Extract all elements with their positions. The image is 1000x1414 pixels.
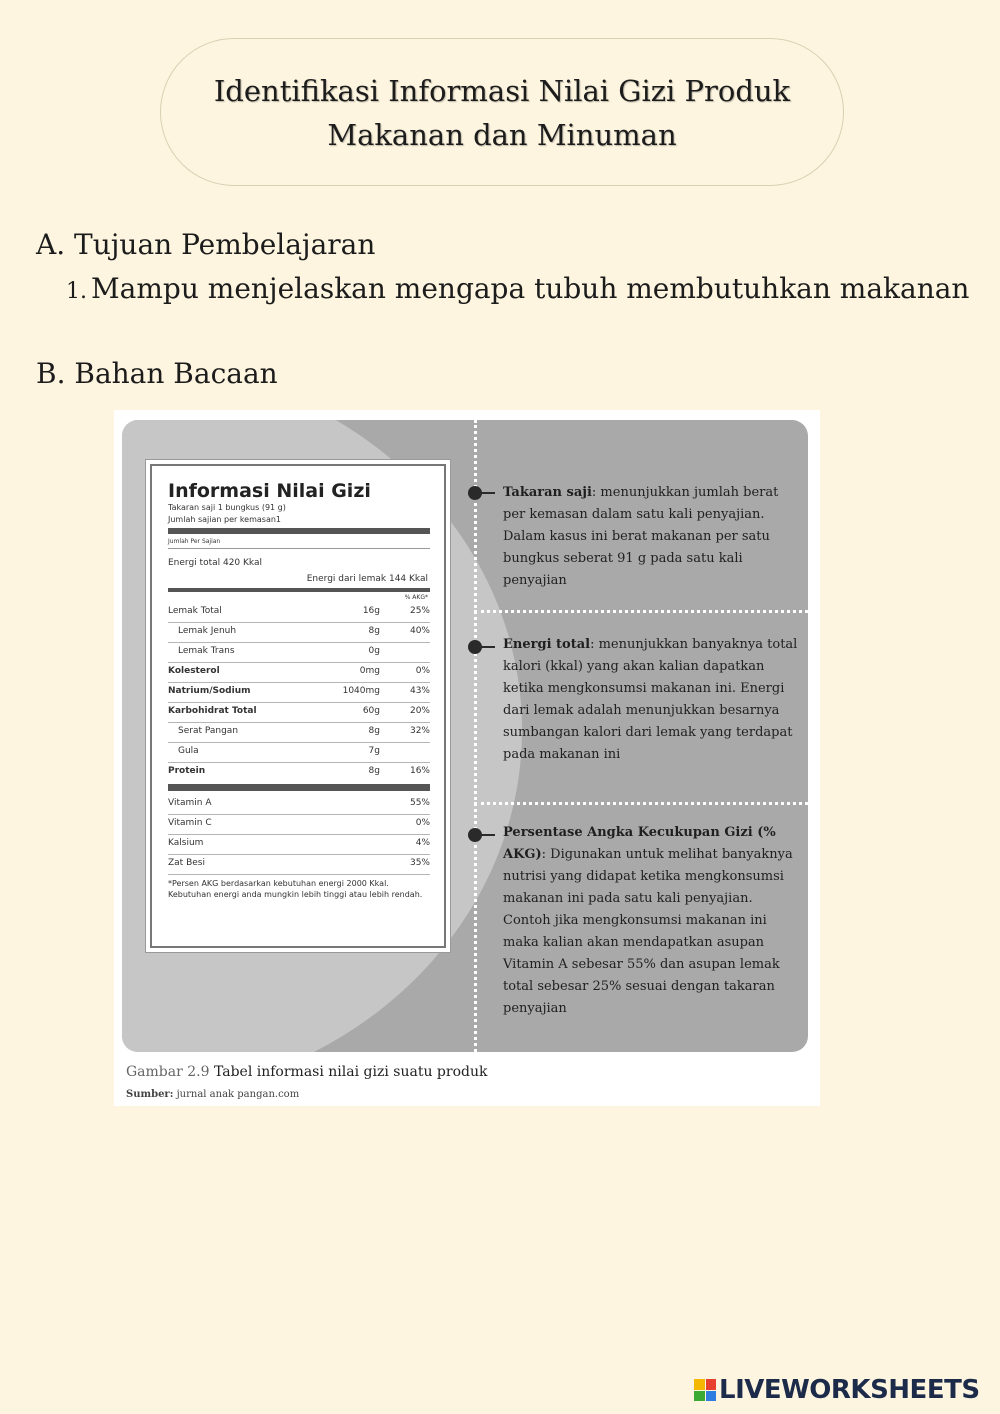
vitamin-percent: 0% bbox=[415, 818, 430, 828]
objective-text: Mampu menjelaskan mengapa tubuh membutuhkan makanan bbox=[91, 272, 970, 305]
energy-from-fat: Energi dari lemak 144 Kkal bbox=[306, 574, 428, 584]
nutrient-row bbox=[168, 662, 430, 683]
nutrient-amount: 16g bbox=[362, 606, 380, 616]
figure-panel bbox=[122, 420, 808, 1052]
nutrient-amount: 8g bbox=[368, 626, 380, 636]
nutrient-percent: 40% bbox=[409, 626, 430, 636]
bullet-marker-2 bbox=[468, 640, 482, 654]
nutrient-amount: 8g bbox=[368, 726, 380, 736]
vitamin-percent: 55% bbox=[409, 798, 430, 808]
vitamin-row bbox=[168, 814, 430, 835]
vitamin-name: Zat Besi bbox=[168, 858, 205, 868]
source-label: Sumber: bbox=[126, 1089, 174, 1100]
bullet-marker-3 bbox=[468, 828, 482, 842]
nutrient-percent: 25% bbox=[409, 606, 430, 616]
nutrient-row bbox=[168, 742, 430, 763]
nutrient-percent: 32% bbox=[409, 726, 430, 736]
nutrient-name: Gula bbox=[178, 746, 199, 756]
caption-lead: Gambar 2.9 bbox=[126, 1064, 210, 1080]
objective-item-1 bbox=[66, 272, 969, 305]
akg-header: % AKG* bbox=[404, 594, 428, 601]
vitamin-percent: 4% bbox=[415, 838, 430, 848]
nutrient-percent: 20% bbox=[409, 706, 430, 716]
per-serving: Jumlah Per Sajian bbox=[168, 538, 221, 545]
liveworksheets-brand[interactable] bbox=[694, 1375, 980, 1405]
liveworksheets-logo-icon bbox=[694, 1379, 716, 1401]
label-title: Informasi Nilai Gizi bbox=[168, 480, 371, 502]
nutrient-name: Lemak Jenuh bbox=[178, 626, 237, 636]
vitamin-name: Vitamin A bbox=[168, 798, 212, 808]
bullet-marker-1 bbox=[468, 486, 482, 500]
vitamin-name: Vitamin C bbox=[168, 818, 212, 828]
explanation-text: : menunjukkan jumlah berat per kemasan dalam satu kali penyajian. Dalam kasus ini berat makanan per satu bungkus seberat 91 g pada satu kali penyajian bbox=[503, 485, 779, 588]
explanation-term: Persentase Angka Kecukupan Gizi (% AKG) bbox=[503, 825, 776, 862]
nutrient-amount: 8g bbox=[368, 766, 380, 776]
nutrient-name: Kolesterol bbox=[168, 666, 220, 676]
horizontal-divider-1 bbox=[474, 610, 808, 613]
thick-rule-1 bbox=[168, 528, 430, 534]
nutrition-figure bbox=[114, 410, 820, 1106]
brand-text: LIVEWORKSHEETS bbox=[719, 1375, 980, 1405]
explanation-text: : menunjukkan banyaknya total kalori (kkal) yang akan kalian dapatkan ketika mengkonsumsi makanan ini. Energi dari lemak adalah menunjukkan besarnya sumbangan kalori dari lemak yang terdapat pada makanan ini bbox=[503, 637, 798, 762]
nutrient-name: Karbohidrat Total bbox=[168, 706, 257, 716]
thin-rule bbox=[168, 548, 430, 549]
nutrient-percent: 16% bbox=[409, 766, 430, 776]
nutrient-percent: 0% bbox=[415, 666, 430, 676]
nutrient-amount: 0g bbox=[368, 646, 380, 656]
nutrient-percent: 43% bbox=[409, 686, 430, 696]
nutrient-name: Lemak Trans bbox=[178, 646, 235, 656]
explanation-term: Takaran saji bbox=[503, 485, 592, 500]
explanation-serving bbox=[503, 482, 799, 592]
nutrient-amount: 0mg bbox=[359, 666, 380, 676]
vitamin-row bbox=[168, 854, 430, 875]
nutrition-facts-label bbox=[150, 464, 446, 948]
vertical-divider bbox=[474, 420, 477, 1052]
title-banner bbox=[160, 38, 844, 186]
explanation-akg bbox=[503, 822, 799, 1020]
nutrient-amount: 60g bbox=[362, 706, 380, 716]
horizontal-divider-2 bbox=[474, 802, 808, 805]
vitamin-percent: 35% bbox=[409, 858, 430, 868]
explanation-text: : Digunakan untuk melihat banyaknya nutrisi yang didapat ketika mengkonsumsi makanan ini pada satu kali penyajian. Contoh jika mengkonsumsi makanan ini maka kalian akan mendapatkan asupan Vitamin A sebesar 55% dan asupan lemak total sebesar 25% sesuai dengan takaran penyajian bbox=[503, 847, 793, 1016]
section-a-heading: A. Tujuan Pembelajaran bbox=[36, 228, 376, 261]
nutrient-name: Natrium/Sodium bbox=[168, 686, 251, 696]
section-b-heading: B. Bahan Bacaan bbox=[36, 357, 278, 390]
explanation-energy bbox=[503, 634, 799, 766]
serving-size: Takaran saji 1 bungkus (91 g) bbox=[168, 503, 286, 512]
nutrient-row bbox=[168, 702, 430, 723]
nutrient-row bbox=[168, 722, 430, 743]
nutrient-name: Serat Pangan bbox=[178, 726, 239, 736]
source-text: jurnal anak pangan.com bbox=[176, 1089, 300, 1100]
caption-text: Tabel informasi nilai gizi suatu produk bbox=[213, 1064, 488, 1080]
energy-total: Energi total 420 Kkal bbox=[168, 558, 262, 568]
servings-per-pack: Jumlah sajian per kemasan1 bbox=[168, 515, 282, 524]
page-title-line-1: Identifikasi Informasi Nilai Gizi Produk bbox=[213, 74, 791, 108]
vitamin-row bbox=[168, 794, 430, 815]
nutrient-row bbox=[168, 682, 430, 703]
objective-number: 1. bbox=[66, 279, 87, 304]
explanation-term: Energi total bbox=[503, 637, 591, 652]
thick-rule-2 bbox=[168, 588, 430, 592]
figure-source bbox=[126, 1089, 299, 1100]
nutrient-row bbox=[168, 642, 430, 663]
thick-rule-3 bbox=[168, 784, 430, 791]
nutrient-name: Lemak Total bbox=[168, 606, 222, 616]
nutrient-name: Protein bbox=[168, 766, 206, 776]
vitamin-name: Kalsium bbox=[168, 838, 204, 848]
vitamin-row bbox=[168, 834, 430, 855]
page-title-line-2: Makanan dan Minuman bbox=[327, 118, 677, 152]
label-footnote: *Persen AKG berdasarkan kebutuhan energi 2000 Kkal. Kebutuhan energi anda mungkin lebih tinggi atau lebih rendah. bbox=[168, 879, 423, 899]
nutrient-row bbox=[168, 602, 430, 623]
nutrient-amount: 7g bbox=[368, 746, 380, 756]
nutrient-row bbox=[168, 762, 430, 782]
figure-caption bbox=[126, 1064, 487, 1080]
nutrient-row bbox=[168, 622, 430, 643]
nutrient-amount: 1040mg bbox=[342, 686, 380, 696]
